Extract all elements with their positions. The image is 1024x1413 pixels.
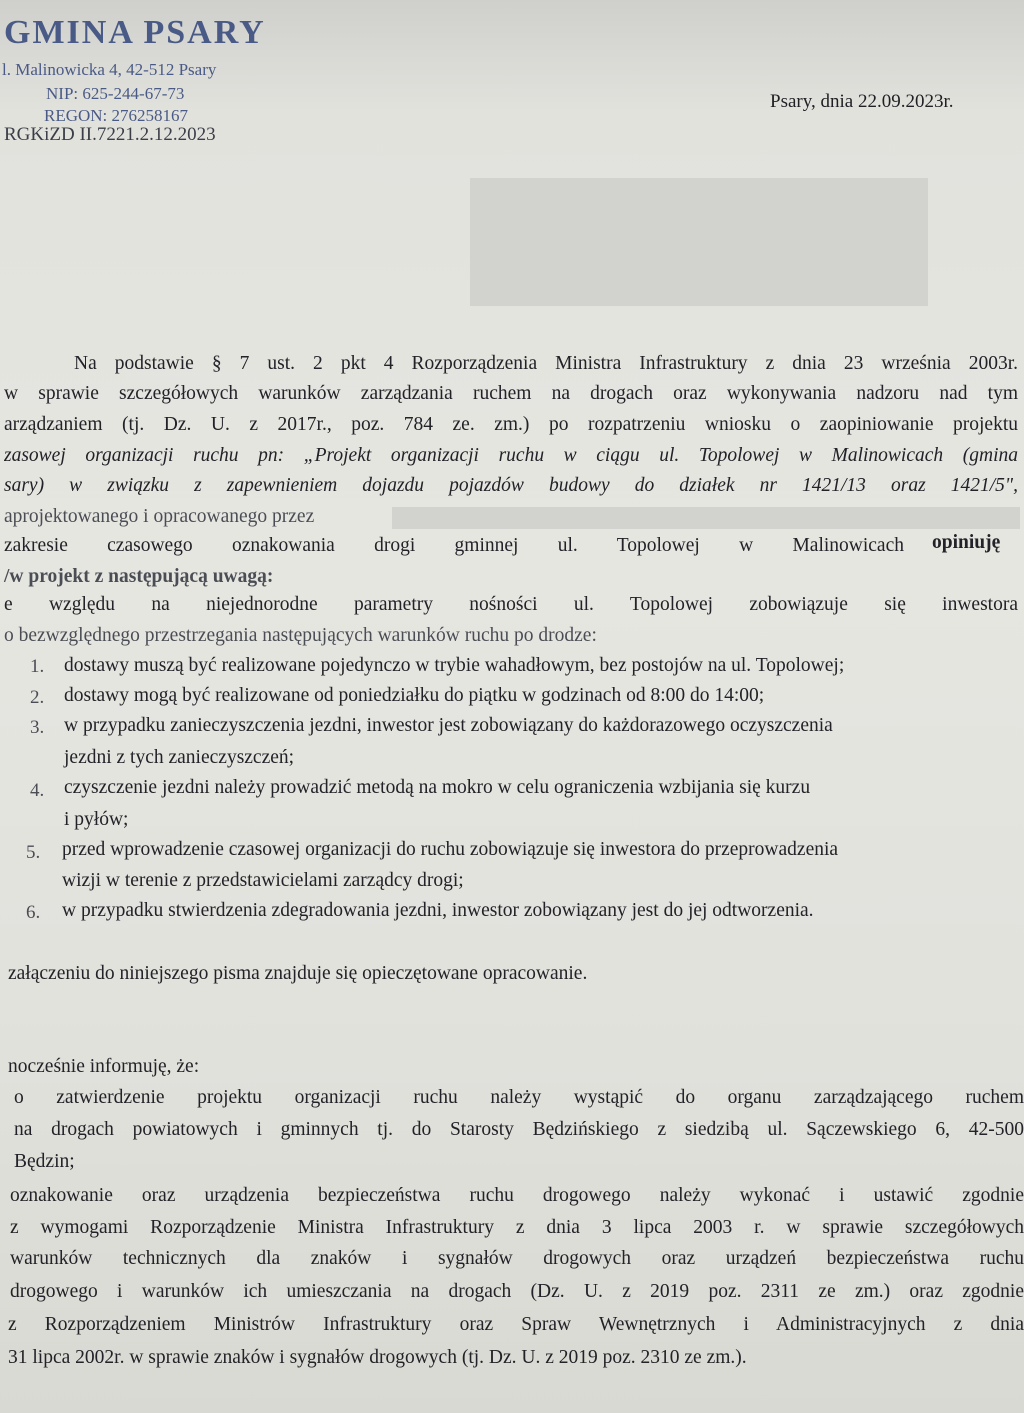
intro-line: aprojektowanego i opracowanego przez — [4, 506, 315, 527]
stamp-nip: NIP: 625-244-67-73 — [46, 84, 185, 103]
stamp-name: GMINA PSARY — [4, 14, 266, 51]
inform-line: o zatwierdzenie projektu organizacji ruchu należy wystąpić do organu zarządzającego ruchem — [14, 1087, 1024, 1108]
inform-line: Będzin; — [14, 1151, 75, 1172]
condition-number: 4. — [30, 780, 45, 801]
condition-line: w przypadku zanieczyszczenia jezdni, inwestor jest zobowiązany do każdorazowego oczyszczenia — [64, 715, 833, 736]
condition-line: przed wprowadzenie czasowej organizacji do ruchu zobowiązuje się inwestora do przeprowadzenia — [62, 839, 839, 860]
inform-line: na drogach powiatowych i gminnych tj. do Starosty Będzińskiego z siedzibą ul. Sączewskiego 6, 42-500 — [14, 1119, 1024, 1140]
attachment-note: załączeniu do niniejszego pisma znajduje się opieczętowane opracowanie. — [8, 963, 588, 984]
intro-line: Na podstawie § 7 ust. 2 pkt 4 Rozporządzenia Ministra Infrastruktury z dnia 23 września 2003r. — [74, 353, 1018, 374]
inform-line: 31 lipca 2002r. w sprawie znaków i sygnałów drogowych (tj. Dz. U. z 2019 poz. 2310 ze zm.). — [8, 1347, 747, 1368]
inform-line: warunków technicznych dla znaków i sygnałów drogowych oraz urządzeń bezpieczeństwa ruchu — [10, 1248, 1024, 1269]
inform-line: z Rozporządzeniem Ministrów Infrastruktury oraz Spraw Wewnętrznych i Administracyjnych z dnia — [8, 1314, 1024, 1335]
condition-line: w przypadku stwierdzenia zdegradowania jezdni, inwestor zobowiązany jest do jej odtworzenia. — [62, 900, 814, 921]
intro-line: /w projekt z następującą uwagą: — [4, 566, 274, 587]
condition-number: 1. — [30, 656, 45, 677]
condition-line: i pyłów; — [64, 809, 129, 830]
reference-number: RGKiZD II.7221.2.12.2023 — [4, 124, 216, 145]
stamp-regon: REGON: 276258167 — [44, 106, 189, 125]
condition-line: czyszczenie jezdni należy prowadzić metodą na mokro w celu ograniczenia wzbijania się kurzu — [64, 777, 811, 798]
redacted-recipient-block — [470, 178, 928, 306]
condition-number: 6. — [26, 902, 41, 923]
condition-line: dostawy mogą być realizowane od poniedziałku do piątku w godzinach od 8:00 do 14:00; — [64, 685, 765, 706]
inform-line: z wymogami Rozporządzenie Ministra Infrastruktury z dnia 3 lipca 2003 r. w sprawie szczegółowych — [10, 1217, 1024, 1238]
intro-line: arządzaniem (tj. Dz. U. z 2017r., poz. 784 ze. zm.) po rozpatrzeniu wniosku o zaopiniowanie projektu — [4, 414, 1018, 435]
condition-line: jezdni z tych zanieczyszczeń; — [64, 747, 295, 768]
stamp-address: l. Malinowicka 4, 42-512 Psary — [2, 60, 217, 79]
inform-line: drogowego i warunków ich umieszczania na drogach (Dz. U. z 2019 poz. 2311 ze zm.) oraz zgodnie — [10, 1281, 1024, 1302]
intro-line: o bezwzględnego przestrzegania następujących warunków ruchu po drodze: — [4, 625, 597, 646]
redacted-author — [392, 507, 1020, 529]
inform-heading: nocześnie informuję, że: — [8, 1056, 200, 1077]
intro-line: e względu na niejednorodne parametry nośności ul. Topolowej zobowiązuje się inwestora — [4, 594, 1018, 615]
intro-line: sary) w związku z zapewnieniem dojazdu pojazdów budowy do działek nr 1421/13 oraz 1421/5", — [4, 475, 1018, 496]
intro-line: w sprawie szczegółowych warunków zarządzania ruchem na drogach oraz wykonywania nadzoru nad tym — [4, 383, 1018, 404]
condition-line: wizji w terenie z przedstawicielami zarządcy drogi; — [62, 870, 464, 891]
intro-line: zasowej organizacji ruchu pn: „Projekt organizacji ruchu w ciągu ul. Topolowej w Malinowicach (gmina — [4, 445, 1018, 466]
inform-line: oznakowanie oraz urządzenia bezpieczeństwa ruchu drogowego należy wykonać i ustawić zgodnie — [10, 1185, 1024, 1206]
opinion-word: opiniuję — [932, 532, 1001, 553]
document-date: Psary, dnia 22.09.2023r. — [770, 91, 954, 112]
condition-number: 2. — [30, 687, 45, 708]
condition-number: 5. — [26, 842, 41, 863]
intro-line: zakresie czasowego oznakowania drogi gminnej ul. Topolowej w Malinowicach — [4, 535, 904, 556]
condition-line: dostawy muszą być realizowane pojedynczo w trybie wahadłowym, bez postojów na ul. Topolowej; — [64, 655, 845, 676]
condition-number: 3. — [30, 717, 45, 738]
